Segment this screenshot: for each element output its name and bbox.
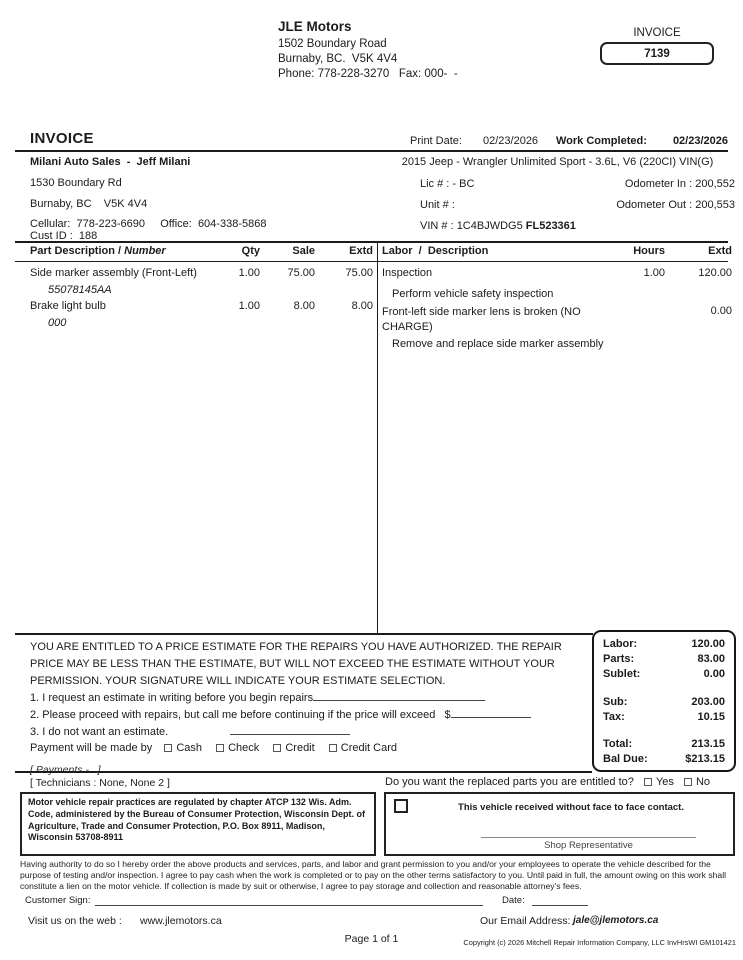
customer-address1: 1530 Boundary Rd (30, 177, 122, 189)
odometer-in-row (555, 178, 735, 190)
part-row-extd: 75.00 (345, 267, 373, 279)
labor-row-hours: 1.00 (643, 267, 665, 279)
estimate-option-3-line[interactable] (230, 725, 350, 735)
totals-box (592, 630, 736, 772)
parts-number-header: Number (124, 245, 166, 257)
estimate-notice: YOU ARE ENTITLED TO A PRICE ESTIMATE FOR THE REPAIRS YOU HAVE AUTHORIZED. THE REPAIR PRICE MAY BE LESS THAN THE ESTIMATE, BUT WILL NOT EXCEED THE ESTIMATE WITHOUT YOUR PERMISSION. YOUR SIGNATURE WILL INDICATE YOUR ESTIMATE SELECTION. (30, 641, 565, 688)
labor-extd-header: Extd (708, 245, 732, 257)
divider (15, 633, 593, 635)
divider (15, 150, 728, 152)
credit-checkbox[interactable] (273, 744, 281, 752)
shop-name: JLE Motors (278, 19, 352, 34)
totals-row-tax: Tax: 10.15 (603, 710, 725, 723)
shop-representative-label: Shop Representative (544, 840, 633, 851)
labor-row-note: Perform vehicle safety inspection (392, 288, 554, 300)
totals-row-sublet: Sublet: 0.00 (603, 668, 725, 681)
totals-row-total: Total: 213.15 (603, 738, 725, 751)
replaced-parts-question: Do you want the replaced parts you are entitled to? (385, 776, 634, 788)
replaced-parts-no-checkbox[interactable] (684, 778, 692, 786)
vin-label: VIN # : (420, 220, 454, 232)
contact-box (384, 792, 735, 856)
replaced-parts-yes-label: Yes (655, 776, 674, 788)
license-label: Lic # : (420, 178, 450, 190)
vin-row (420, 220, 576, 232)
parts-description-header: Part Description / Number (30, 245, 166, 257)
customer-phones: Cellular: 778-223-6690 Office: 604-338-5868 (30, 218, 267, 230)
payment-method-row (30, 742, 399, 754)
date-label: Date: (502, 895, 525, 906)
legal-text: Having authority to do so I hereby order the above products and services, parts, and labor and grant permission to you and/or your employees to operate the vehicle described for the purpose of testing and/or inspection. I agree to pay cash when the work is completed or to pay on the other terms satisfactory to you. Until paid in full, the amount owing on this work shall constitute a lien on the motor vehicle. If collection is made by suit or otherwise, I agree to pay storage and collection and reasonable attorney's fees. (20, 859, 729, 891)
email-label: Our Email Address: (480, 915, 571, 927)
totals-row-bal-due: Bal Due: $213.15 (603, 753, 725, 766)
copyright: Copyright (c) 2026 Mitchell Repair Information Company, LLC InvHrsWI GM101421 (463, 938, 736, 947)
shop-phone-fax: Phone: 778-228-3270 Fax: 000- - (278, 68, 458, 80)
vehicle-description: 2015 Jeep - Wrangler Unlimited Sport - 3.6L, V6 (220CI) VIN(G) (401, 156, 714, 168)
contact-statement: This vehicle received without face to face contact. (458, 802, 684, 813)
regulation-box: Motor vehicle repair practices are regulated by chapter ATCP 132 Wis. Adm. Code, administered by the Bureau of Consumer Protection, Wisconsin Dept. of Agriculture, Trade and Consumer Protection, P.O. Box 8911, Madison, Wisconsin 53708-8911 (20, 792, 376, 856)
shop-address-line1: 1502 Boundary Road (278, 38, 387, 50)
page-title: INVOICE (30, 130, 94, 147)
sale-header: Sale (292, 245, 315, 257)
print-date-label: Print Date: (410, 135, 462, 147)
labor-row-description: Front-left side marker lens is broken (NO CHARGE) (382, 306, 584, 333)
credit-card-label: Credit Card (340, 742, 397, 754)
part-row-description: Side marker assembly (Front-Left) (30, 267, 197, 279)
email-value: jale@jlemotors.ca (573, 915, 659, 926)
shop-representative-signature-line[interactable] (481, 837, 696, 838)
face-contact-checkbox[interactable] (394, 799, 408, 813)
web-label: Visit us on the web : (28, 915, 122, 927)
divider (15, 771, 592, 773)
invoice-box-label: INVOICE (633, 27, 681, 39)
part-row-number: 000 (48, 317, 67, 329)
labor-row-note: Remove and replace side marker assembly (392, 338, 604, 350)
customer-sign-label: Customer Sign: (25, 895, 91, 906)
print-date-value: 02/23/2026 (483, 135, 539, 147)
vin-value: 1C4BJWDG5 (456, 220, 526, 232)
payment-method-label: Payment will be made by (30, 742, 153, 754)
cash-label: Cash (176, 742, 203, 754)
unit-label: Unit # : (420, 199, 455, 211)
hours-header: Hours (633, 245, 665, 257)
odometer-out-value: 200,553 (695, 199, 735, 211)
license-row (420, 178, 474, 190)
credit-label: Credit (285, 742, 315, 754)
part-row-qty: 1.00 (238, 300, 260, 312)
replaced-parts-yes-checkbox[interactable] (644, 778, 652, 786)
estimate-option-1-line[interactable] (313, 691, 485, 701)
divider (15, 241, 728, 243)
estimate-option-2: 2. Please proceed with repairs, but call me before continuing if the price will exceed $ (30, 708, 531, 721)
work-completed-value: 02/23/2026 (672, 135, 728, 147)
divider (15, 261, 728, 262)
part-row-extd: 8.00 (351, 300, 373, 312)
date-line[interactable] (532, 905, 588, 906)
totals-row-labor: Labor: 120.00 (603, 638, 725, 650)
odometer-in-label: Odometer In : (624, 178, 693, 190)
cash-checkbox[interactable] (164, 744, 172, 752)
labor-row-description: Inspection (382, 267, 433, 279)
labor-description-header: Labor / Description (382, 245, 489, 257)
customer-id: Cust ID : 188 (30, 230, 98, 242)
web-url: www.jlemotors.ca (140, 915, 222, 927)
invoice-number-box (600, 42, 714, 65)
customer-name: Milani Auto Sales - Jeff Milani (30, 156, 191, 168)
totals-row-sub: Sub: 203.00 (603, 695, 725, 708)
page-number: Page 1 of 1 (344, 933, 399, 945)
estimate-option-3: 3. I do not want an estimate. (30, 725, 350, 738)
qty-header: Qty (241, 245, 260, 257)
part-row-qty: 1.00 (238, 267, 260, 279)
replaced-parts-no-label: No (695, 776, 711, 788)
labor-row-extd: 0.00 (710, 305, 732, 317)
customer-sign-line[interactable] (95, 905, 483, 906)
part-row-sale: 75.00 (287, 267, 315, 279)
payments-note: [ Payments - ] (30, 764, 101, 776)
technicians-note: [ Technicians : None, None 2 ] (30, 777, 170, 789)
unit-row (420, 199, 455, 211)
vin-value-bold: FL523361 (525, 220, 576, 232)
column-divider (377, 241, 378, 633)
totals-row-parts: Parts: 83.00 (603, 653, 725, 666)
part-row-description: Brake light bulb (30, 300, 106, 312)
replaced-parts-row (385, 776, 710, 788)
invoice-number: 7139 (644, 48, 670, 60)
parts-extd-header: Extd (349, 245, 373, 257)
shop-address-line2: Burnaby, BC. V5K 4V4 (278, 53, 398, 65)
check-checkbox[interactable] (216, 744, 224, 752)
credit-card-checkbox[interactable] (329, 744, 337, 752)
odometer-out-label: Odometer Out : (616, 199, 693, 211)
part-row-number: 55078145AA (48, 284, 112, 296)
part-row-sale: 8.00 (293, 300, 315, 312)
license-value: - BC (452, 178, 475, 190)
labor-row-extd: 120.00 (698, 267, 732, 279)
estimate-option-1: 1. I request an estimate in writing before you begin repairs (30, 691, 485, 704)
customer-address2: Burnaby, BC V5K 4V4 (30, 198, 148, 210)
odometer-out-row (548, 199, 735, 211)
odometer-in-value: 200,552 (695, 178, 735, 190)
check-label: Check (228, 742, 260, 754)
work-completed-label: Work Completed: (556, 135, 647, 147)
estimate-option-2-line[interactable] (451, 708, 531, 718)
